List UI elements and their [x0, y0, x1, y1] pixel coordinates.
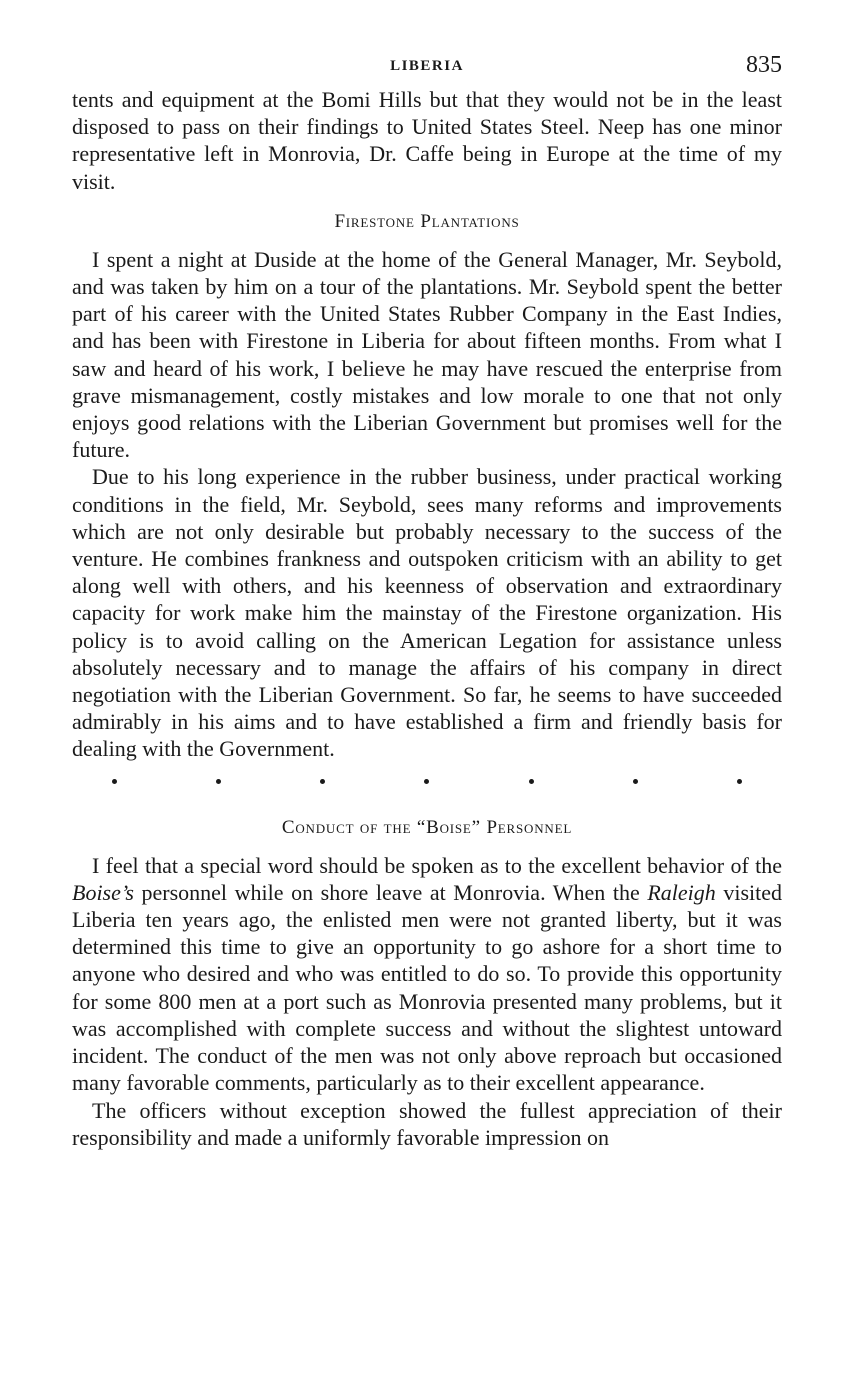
- firestone-paragraph-2: Due to his long experience in the rubber business, under practical working conditions in the field, Mr. Seybold, sees many reforms and improvements which are not only desirable but probably necessary to the success of the venture. He combines frankness and outspoken criticism with an ability to get along well with others, and his keenness of observation and extraordinary capacity for work make him the mainstay of the Firestone organization. His policy is to avoid calling on the American Legation for assistance unless absolutely necessary and to manage the affairs of his company in direct negotiation with the Liberian Government. So far, he seems to have succeeded admirably in his aims and to have established a firm and friendly basis for dealing with the Government.: [72, 464, 782, 762]
- ship-name-raleigh: Raleigh: [647, 879, 716, 905]
- section-heading-firestone: Firestone Plantations: [334, 210, 520, 232]
- boise-paragraph-1-end: visited Liberia ten years ago, the enlisted men were not granted liberty, but it was determined this time to give an opportunity to go ashore for a short time to anyone who desired and who was entitled to do so. To provide this opportunity for some 800 men at a port such as Monrovia presented many problems, but it was accomplished with complete success and without the slightest untoward incident. The conduct of the men was not only above reproach but occasioned many favorable comments, particularly as to their excellent appearance.: [72, 879, 782, 1096]
- ellipsis-dot: [529, 779, 534, 784]
- page-number: 835: [746, 52, 782, 78]
- boise-paragraph-1-start: I feel that a special word should be spoken as to the excellent behavior of the: [92, 852, 782, 878]
- ellipsis-dot: [424, 779, 429, 784]
- section-heading-boise: Conduct of the “Boise” Personnel: [281, 816, 573, 838]
- boise-paragraph-1: [72, 852, 782, 1097]
- running-title: LIBERIA: [390, 58, 464, 74]
- ship-name-boise: Boise’s: [72, 879, 134, 905]
- ellipsis-dot: [737, 779, 742, 784]
- ellipsis-dot: [633, 779, 638, 784]
- ellipsis-dot: [216, 779, 221, 784]
- boise-paragraph-1-middle: personnel while on shore leave at Monrovia. When the: [133, 879, 648, 905]
- ellipsis-dots: [72, 771, 782, 793]
- ellipsis-dot: [112, 779, 117, 784]
- boise-paragraph-2: The officers without exception showed the fullest appreciation of their responsibility and made a uniformly favorable impression on: [72, 1097, 782, 1150]
- ellipsis-dot: [320, 779, 325, 784]
- document-page: [72, 50, 782, 1151]
- firestone-paragraph-1: I spent a night at Duside at the home of the General Manager, Mr. Seybold, and was taken by him on a tour of the plantations. Mr. Seybold spent the better part of his career with the United States Rubber Company in the East Indies, and has been with Firestone in Liberia for about fifteen months. From what I saw and heard of his work, I believe he may have rescued the enterprise from grave mismanagement, costly mistakes and low morale to one that not only enjoys good relations with the Liberian Government but promises well for the future.: [72, 246, 782, 463]
- running-header: [72, 50, 782, 86]
- continued-paragraph: tents and equipment at the Bomi Hills but that they would not be in the least disposed to pass on their findings to United States Steel. Neep has one minor representative left in Monrovia, Dr. Caffe being in Europe at the time of my visit.: [72, 87, 782, 194]
